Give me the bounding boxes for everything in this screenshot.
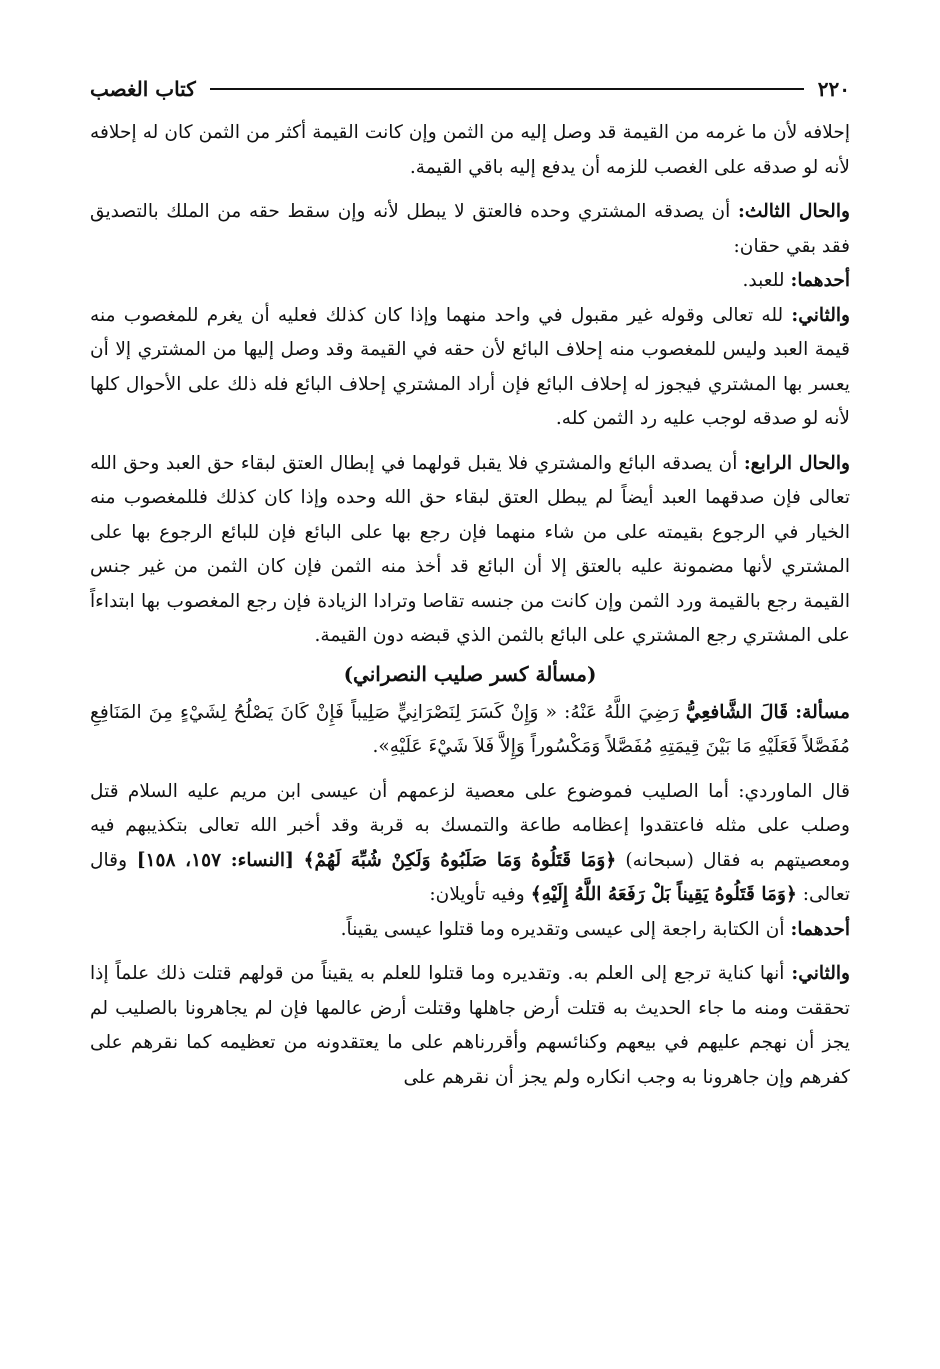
paragraph-masala bbox=[90, 696, 850, 765]
paragraph-continuation bbox=[90, 116, 850, 185]
quran-verse: ﴿وَمَا قَتَلُوهُ وَمَا صَلَبُوهُ وَلَكِنْ شُبِّهَ لَهُمْ﴾ bbox=[303, 849, 617, 871]
paragraph-fourth-case bbox=[90, 447, 850, 654]
paragraph-second-right bbox=[90, 299, 850, 437]
verse-reference: [النساء: ١٥٧، ١٥٨] bbox=[127, 849, 304, 871]
mawardi-text: قال الماوردي: أما الصليب فموضوع على معصية لزعمهم أن عيسى ابن مريم عليه السلام قتل وصلب على مثله فاعتقدوا إعظامه طاعة والتمسك به قربة وقد أخبر الله تعالى بتكذيبهم فيه ومعصيتهم به فقال (سبحانه) bbox=[90, 780, 851, 871]
paragraph-lead: والحال الثالث: bbox=[737, 201, 850, 222]
header-rule bbox=[210, 88, 804, 90]
paragraph-interpretation-second bbox=[90, 957, 850, 1095]
paragraph-text: أن يصدقه البائع والمشتري فلا يقبل قولهما في إبطال العتق لبقاء حق العبد وحق الله تعالى فإن صدقهما العبد أيضاً لم يبطل العتق لبقاء حق الله وحده وإذا كان كذلك فللمغصوب منه الخيار في الرجوع بقيمته على من شاء منهما فإن رجع بها على البائع فإن للبائع الرجوع بها على المشتري لأنها مضمونة عليه بالعتق إلا أن البائع قد أخذ منه الثمن فإن كان الثمن من غير جنس القيمة رجع بالقيمة ورد الثمن وإن كانت من جنسه تقاصا وترادا الزيادة فإن رجع المغصوب بها ابتداءاً على المشتري رجع المشتري على البائع بالثمن الذي قبضه دون القيمة. bbox=[90, 452, 850, 646]
paragraph-text: أن يصدقه المشتري وحده فالعتق لا يبطل لأنه وإن سقط حقه من الملك بالتصديق فقد بقي حقان: bbox=[90, 201, 850, 257]
mawardi-text: وفيه تأويلان: bbox=[429, 884, 531, 905]
paragraph-text: إحلافه لأن ما غرمه من القيمة قد وصل إليه من الثمن وإن كانت القيمة أكثر من الثمن كان له إحلافه لأنه لو صدقه على الغصب للزمه أن يدفع إليه باقي القيمة. bbox=[90, 122, 850, 178]
paragraph-lead: أحدهما: bbox=[790, 918, 850, 940]
mawardi-text: وقال تعالى: bbox=[90, 849, 850, 905]
paragraph-interpretation-first bbox=[90, 913, 850, 948]
paragraph-text: أنها كناية ترجع إلى العلم به. وتقديره وما قتلوا للعلم به يقيناً من قولهم قتلت ذلك علماً إذا تحققت ومنه ما جاء الحديث به قتلت أرض جاهلها وقتلت أرض عالمها فإن لم يجاهرونا بالصليب لم يجز أن نهجم عليهم في بيعهم وكنائسهم وأقررناهم على ما يعتقدونه من تعظيمه كما نقرهم على كفرهم وإن جاهرونا به وجب انكاره ولم يجز أن نقرهم على bbox=[90, 963, 850, 1088]
paragraph-text: أن الكتابة راجعة إلى عيسى وتقديره وما قتلوا عيسى يقيناً. bbox=[340, 918, 791, 940]
quran-verse: ﴿وَمَا قَتَلُوهُ يَقِيناً بَلْ رَفَعَهُ اللَّهُ إِلَيْهِ﴾ bbox=[530, 884, 797, 905]
section-title: (مسألة كسر صليب النصراني) bbox=[343, 661, 597, 686]
masala-quote: رَضِيَ اللَّهُ عَنْهُ: « وَإِنْ كَسَرَ لِنَصْرَانِيٍّ صَلِيباً فَإِنْ كَانَ يَصْلُحُ لِشَيْءٍ مِنَ المَنَافِعِ مُفَصَّلاً فَعَلَيْهِ مَا بَيْنَ قِيمَتِهِ مُفَصَّلاً وَمَكْسُوراً وَإِلاَّ فَلاَ شَيْءَ عَلَيْهِ». bbox=[90, 701, 850, 757]
masala-lead: مسألة: bbox=[795, 701, 850, 723]
paragraph-mawardi bbox=[90, 775, 850, 913]
book-page bbox=[90, 72, 850, 1095]
paragraph-text: للعبد. bbox=[742, 270, 791, 291]
paragraph-third-case bbox=[90, 195, 850, 264]
paragraph-lead: والحال الرابع: bbox=[743, 452, 850, 474]
page-header bbox=[90, 72, 850, 106]
paragraph-text: لله تعالى وقوله غير مقبول في واحد منهما وإذا كان كذلك فعليه أن يغرم للمغصوب منه قيمة العبد وليس للمغصوب منه إحلاف البائع لأن حقه في القيمة وقد وصل إليها من المشتري إلا أن يعسر بها المشتري فيجوز له إحلاف البائع فإن أراد المشتري إحلاف البائع فله ذلك على الأحوال كلها لأنه لو صدقه لوجب عليه رد الثمن كله. bbox=[90, 304, 850, 429]
paragraph-lead: والثاني: bbox=[791, 963, 850, 984]
paragraph-lead: والثاني: bbox=[791, 304, 850, 326]
paragraph-first-right bbox=[90, 264, 850, 299]
masala-author: قَالَ الشَّافعِيُّ bbox=[685, 701, 789, 723]
book-title: كتاب الغصب bbox=[90, 77, 196, 101]
page-number: ٢٢٠ bbox=[817, 77, 850, 101]
paragraph-lead: أحدهما: bbox=[790, 270, 850, 291]
